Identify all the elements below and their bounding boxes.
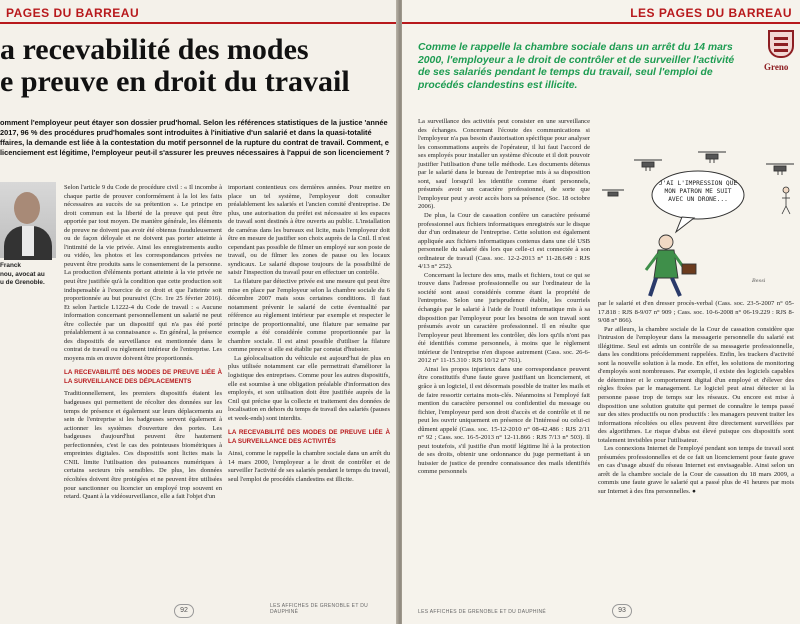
author-line-3: u de Grenoble. <box>0 279 45 286</box>
author-line-1: Franck <box>0 262 21 269</box>
left-column-2 <box>228 184 390 485</box>
logo-name: Greno <box>764 62 789 72</box>
pull-quote: Comme le rappelle la chambre sociale dans un arrêt du 14 mars 2000, l'employeur a le droit de contrôler et de surveiller l'activité de ses salariés pendant le temps du travail, seul l'emploi de procédés clandestins est illicite. <box>418 42 735 91</box>
grenoble-bar-logo <box>762 30 800 76</box>
paragraph: De plus, la Cour de cassation confère un caractère présumé professionnel aux fichiers informatiques enregistrés sur le disque dur d'un ordinateur de l'entreprise. Cette solution est également appliquée aux fichiers informatiques contenus dans une clé USB personnelle du salarié dès lors que celle-ci est connectée à son ordinateur de travail (Cass. soc. 12-2-2013 n° 11-28.649 : RJS 4/13 n° 252). <box>418 212 590 271</box>
paragraph: Les connexions Internet de l'employé pendant son temps de travail sont présumées professionnelles et de ce fait un licenciement pour faute grave en cas d'usage abusif du réseau Internet est envisageable. Ainsi selon un arrêt de la chambre sociale de la Cour de cassation du 18 mars 2009, a commis une faute grave le salarié qui a passé plus de 41 heures par mois sur Internet à des fins personnelles. ● <box>598 445 794 496</box>
paragraph: Concernant la lecture des sms, mails et fichiers, tout ce qui se trouve dans l'adresse professionnelle ou sur l'ordinateur de la société sont aussi considérés comme étant la propriété de l'entreprise. Selon une jurisprudence établie, les courriels échangés par le salarié à l'aide de l'outil informatique mis à sa disposition par l'employeur pour les besoins de son travail sont présumés avoir un caractère professionnel. Il en résulte que l'employeur peut librement les contrôler, dès lors qu'ils n'ont pas été identifiés comme personnels, à moins que le règlement intérieur de l'entreprise n'en dispose autrement (Cass. soc. 26-6-2012 n° 11-15.310 : RJS 10/12 n° 761). <box>418 271 590 365</box>
headline-line-2: e preuve en droit du travail <box>0 65 350 98</box>
left-column-1 <box>64 184 222 502</box>
cartoon-drawing <box>602 150 800 300</box>
page-footer: LES AFFICHES DE GRENOBLE ET DU DAUPHINÉ <box>418 609 547 615</box>
subhead: LA RECEVABILITÉ DES MODES DE PREUVE LIÉE À LA SURVEILLANCE DES DÉPLACEMENTS <box>64 369 222 385</box>
subhead: LA RECEVABILITÉ DES MODES DE PREUVE LIÉE À LA SURVEILLANCE DES ACTIVITÉS <box>228 429 390 445</box>
paragraph: Selon l'article 9 du Code de procédure civil : « Il incombe à chaque partie de prouver conformément à la loi les faits nécessaires au succès de sa prétention ». Le principe en droit commun est la liberté de la preuve qui peut être apportée par tout moyen. De manière générale, les éléments de preuve ne doivent pas avoir été obtenus frauduleusement ou de façon déloyale et ne doivent pas porter atteinte à l'intimité de la vie privée. Ainsi les enregistrements audio ou vidéo, les photos et les correspondances privées ne peuvent être produits sans le consentement de la personne. La production d'éléments portant atteinte à la vie privée ne peut être justifiée qu'à la condition que cette production soit indispensable à l'exercice de ce droit et que l'atteinte soit proportionnée au but poursuivi (Civ. 1re 25 février 2016). Et selon l'article L1222-4 du Code de travail : « Aucune information concernant personnellement un salarié ne peut être collectée par un dispositif qui n'a pas été porté préalablement à sa connaissance ». En général, la présence des dispositifs de surveillance est mentionnée dans le contrat de travail ou règlement intérieur de l'entreprise. Les moyens mis en œuvre doivent être proportionnés. <box>64 184 222 362</box>
author-photo <box>0 182 56 258</box>
article-lead: omment l'employeur peut étayer son dossier prud'homal. Selon les références statistiques de la justice 'année 2017, 96 % des procédures prud'homales sont introduites à l'initiative d'un salarié et dans la quasi-totalité ffaires, la demande est liée à la contestation du motif personnel de la rupture du contrat de travail. Comment, e licenciement est légitime, l'employeur peut-il s'assurer les preuves nécessaires à l'appui de son licenciement ? <box>0 118 390 157</box>
cartoon-illustration <box>602 150 800 300</box>
right-column-2 <box>598 300 794 497</box>
author-caption <box>0 262 60 288</box>
crest-icon <box>768 30 794 58</box>
drone-icon <box>634 160 662 171</box>
paragraph: important contentieux ces dernières années. Pour mettre en place un tel système, l'employeur doit consulter préalablement les salariés et l'ancien comité d'entreprise. De plus, une autorisation du préfet est nécessaire si les espaces de travail sont destinés à être ouverts au public. L'installation de caméras dans les bureaux est licite, mais l'employeur doit être en mesure de justifier son choix auprès de la Cnil. Il n'est cependant pas possible de filmer un employé sur son poste de travail, ou de filmer les zones de pause ou les locaux syndicaux. Le salarié dispose toujours de la possibilité de saisir l'inspection du travail pour en effectuer un contrôle. <box>228 184 390 277</box>
cartoon-speech-bubble: J'AI L'IMPRESSION QUE MON PATRON ME SUIT AVEC UN DRONE... <box>658 180 738 203</box>
top-rule <box>402 22 800 24</box>
paragraph: Traditionnellement, les premiers dispositifs étaient les badgeuses qui permettent de récolter des données sur les temps de présence et également sur leurs déplacements au sein de l'entreprise si les badgeuses servent également à actionner les systèmes d'ouverture des portes. Les badgeuses d'aujourd'hui peuvent être hautement perfectionnées, c'est le cas des pointeuses biométriques à empreintes digitales. Ces dispositifs sont licites mais la CNIL limite l'utilisation des puissances numériques à certains secteurs très sensibles. De plus, les données récoltées doivent être protégées et ne peuvent être utilisées pour sanctionner ou licencier un employé trop souvent en retard. Quant à la vidéosurveillance, elle a fait l'objet d'un <box>64 390 222 501</box>
small-figure <box>782 187 790 214</box>
page-footer: LES AFFICHES DE GRENOBLE ET DU DAUPHINÉ <box>270 603 369 615</box>
paragraph: par le salarié et d'en dresser procès-verbal (Cass. soc. 23-5-2007 n° 05-17.818 : RJS 8-9/07 n° 909 ; Cass. soc. 10-6-2008 n° 06-19.229 : RJS 8-9/08 n° 866). <box>598 300 794 325</box>
article-headline <box>0 34 390 98</box>
drone-icon <box>602 190 624 196</box>
drone-icon <box>698 152 726 163</box>
paragraph: La filature par détective privée est une mesure qui peut être mise en place par l'employeur selon la chambre sociale du 6 décembre 2007 mais sous certaines conditions. Il faut notamment prévenir le salarié de cette éventualité par référence au règlement intérieur par exemple et respecter le principe de proportionnalité, une filature par semaine par exemple a été considérée comme proportionnée par la chambre sociale. Il est ainsi possible d'utiliser la filature comme preuve si elle est établie par constat d'huissier. <box>228 278 390 354</box>
drone-icon <box>766 164 794 175</box>
top-rule <box>0 22 398 24</box>
section-label: PAGES DU BARREAU <box>6 6 140 20</box>
cartoon-signature: Bessi <box>752 278 766 284</box>
paragraph: La géolocalisation du véhicule est aujourd'hui de plus en plus utilisée notamment car elle permettrait d'améliorer la logistique des entreprises. Comme pour les autres dispositifs, elle est soumise à une obligation préalable d'information des employés, et son utilisation doit être justifiée auprès de la Cnil qui précise que la collecte et traitement des données de localisation en dehors du temps de travail des salariés (pauses et week-ends) sont interdits. <box>228 354 390 422</box>
paragraph: Ainsi, comme le rappelle la chambre sociale dans un arrêt du 14 mars 2000, l'employeur a le droit de contrôler et de surveiller l'activité de ses salariés pendant le temps du travail, seul l'emploi de procédés clandestins est illicite. <box>228 450 390 483</box>
paragraph: La surveillance des activités peut consister en une surveillance des échanges. Concernant l'écoute des communications si l'employeur n'a pas besoin d'autorisation spécifique pour analyser les consommations auprès de l'opérateur, il lui faut l'accord de ses employés pour installer un système d'écoute et il doit pouvoir justifier l'utilisation d'une telle méthode. Les documents détenus par le salarié dans le bureau de l'entreprise mis à sa disposition sont, sauf lorsqu'il les identifie comme étant personnels, présumés avoir un caractère professionnel, de sorte que l'employeur peut y avoir accès hors sa présence (Soc. 18 octobre 2006). <box>418 118 590 211</box>
page-number: 92 <box>174 604 194 618</box>
left-page <box>0 0 398 624</box>
paragraph: Par ailleurs, la chambre sociale de la Cour de cassation considère que l'intrusion de l'employeur dans la messagerie personnelle du salarié est illégitime. Seul est admis un contrôle de sa messagerie professionnelle, dans les conditions précédemment rappelées. Enfin, les trackers d'activité sont la nouvelle solution à la mode. En effet, les solutions de monitoring d'employés sont nombreuses. Par exemple, il existe des logiciels capables de déterminer et le comportement digital d'un employé et d'élever des règles fixées par le management. Le logiciel peut ainsi détecter si la personne passe trop de temps sur les réseaux. Ou encore est mise à disposition une solution gratuite qui permet de connaître le temps passé sur des sites productifs ou non productifs : les managers peuvent traiter les informations récoltées ou elles peuvent être directement surveillées par des algorithmes. Le risque d'abus est élevé puisque ces dispositifs sont totalement invisibles pour l'utilisateur. <box>598 325 794 444</box>
section-label: LES PAGES DU BARREAU <box>630 6 792 20</box>
headline-line-1: a recevabilité des modes <box>0 33 309 66</box>
author-line-2: nou, avocat au <box>0 270 45 278</box>
right-column-1 <box>418 118 590 477</box>
paragraph: Ainsi les propos injurieux dans une correspondance peuvent être constitutifs d'une faute grave justifiant un licenciement, et grâce à un logiciel, il est désormais possible de traiter les mails et de faire ressortir certains mots-clés. Néanmoins si l'employé fait mention du caractère personnel ou confidentiel du message ou fichier, l'employeur perd son droit d'accès et de contrôle et il ne peut les ouvrir uniquement en présence de l'intéressé ou celui-ci dûment appelé (Cass. soc. 15-12-2010 n° 08-42.486 : RJS 2/11 n° 92 ; Cass. soc. 16-5-2013 n° 12-11.866 : RJS 7/13 n° 503). Il peut toutefois, s'il justifie d'un motif légitime lié à la protection de ses droits, obtenir une ordonnance du juge permettant à un huissier de justice de prendre connaissance des mails identifiés comme personnels <box>418 365 590 476</box>
right-page <box>402 0 800 624</box>
page-number: 93 <box>612 604 632 618</box>
walking-man-figure <box>646 235 696 296</box>
